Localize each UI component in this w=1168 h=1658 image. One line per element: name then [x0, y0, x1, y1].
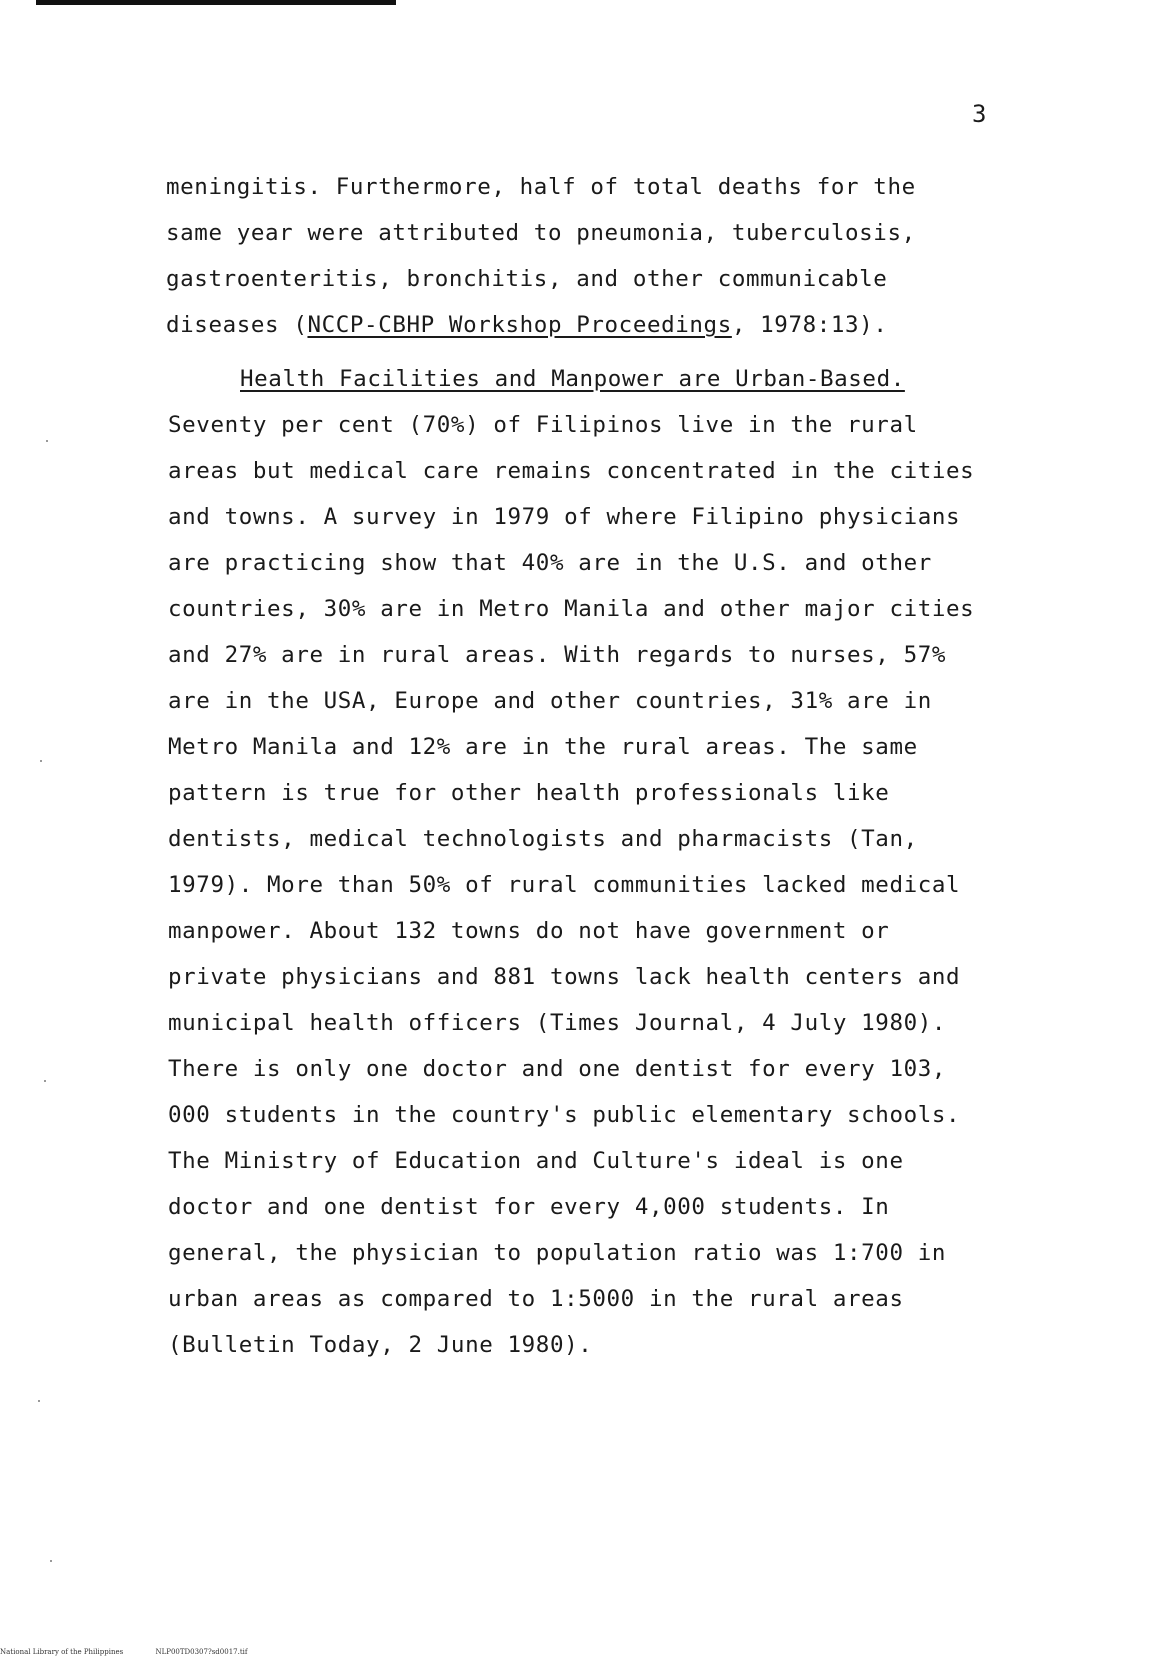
- text-line: dentists, medical technologists and pharmacists (Tan,: [168, 826, 918, 852]
- scan-speckle: [44, 1080, 46, 1082]
- text-line: manpower. About 132 towns do not have government or: [168, 918, 890, 944]
- scan-top-rule: [36, 0, 396, 5]
- text-line: areas but medical care remains concentrated in the cities: [168, 458, 975, 484]
- text-line: gastroenteritis, bronchitis, and other communicable: [166, 266, 888, 292]
- text-line: Seventy per cent (70%) of Filipinos live in the rural: [168, 412, 918, 438]
- scan-speckle: [46, 440, 48, 442]
- text-line: countries, 30% are in Metro Manila and other major cities: [168, 596, 975, 622]
- text-line: 000 students in the country's public elementary schools.: [168, 1102, 961, 1128]
- page-number: 3: [972, 100, 987, 128]
- scan-speckle: [40, 760, 42, 762]
- text-line: doctor and one dentist for every 4,000 students. In: [168, 1194, 890, 1220]
- scan-speckle: [38, 1400, 40, 1402]
- citation-title: NCCP-CBHP Workshop Proceedings: [307, 312, 732, 338]
- text-line: pattern is true for other health professionals like: [168, 780, 890, 806]
- section-heading: Health Facilities and Manpower are Urban-Based.: [240, 366, 905, 392]
- text-line: 1979). More than 50% of rural communities lacked medical: [168, 872, 961, 898]
- text-line: urban areas as compared to 1:5000 in the rural areas: [168, 1286, 904, 1312]
- text-segment: , 1978:13).: [731, 312, 888, 338]
- text-line: municipal health officers (Times Journal, 4 July 1980).: [168, 1010, 947, 1036]
- text-line: The Ministry of Education and Culture's ideal is one: [168, 1148, 904, 1174]
- text-line: meningitis. Furthermore, half of total deaths for the: [166, 174, 916, 200]
- text-line: Metro Manila and 12% are in the rural areas. The same: [168, 734, 918, 760]
- text-line: and towns. A survey in 1979 of where Filipino physicians: [168, 504, 961, 530]
- text-line: same year were attributed to pneumonia, tuberculosis,: [166, 220, 916, 246]
- scan-speckle: [50, 1560, 52, 1562]
- text-line: [166, 310, 887, 340]
- text-segment: diseases (: [166, 312, 308, 338]
- text-line: (Bulletin Today, 2 June 1980).: [168, 1332, 593, 1358]
- text-line: are practicing show that 40% are in the U.S. and other: [168, 550, 932, 576]
- text-line: general, the physician to population ratio was 1:700 in: [168, 1240, 947, 1266]
- footer-library: National Library of the Philippines: [0, 1648, 124, 1656]
- footer-file: NLP00TD0307?sd0017.tif: [155, 1648, 248, 1656]
- text-line: There is only one doctor and one dentist for every 103,: [168, 1056, 947, 1082]
- text-line: are in the USA, Europe and other countries, 31% are in: [168, 688, 932, 714]
- scan-footer: [0, 1648, 247, 1656]
- text-line: and 27% are in rural areas. With regards to nurses, 57%: [168, 642, 947, 668]
- text-line: private physicians and 881 towns lack health centers and: [168, 964, 961, 990]
